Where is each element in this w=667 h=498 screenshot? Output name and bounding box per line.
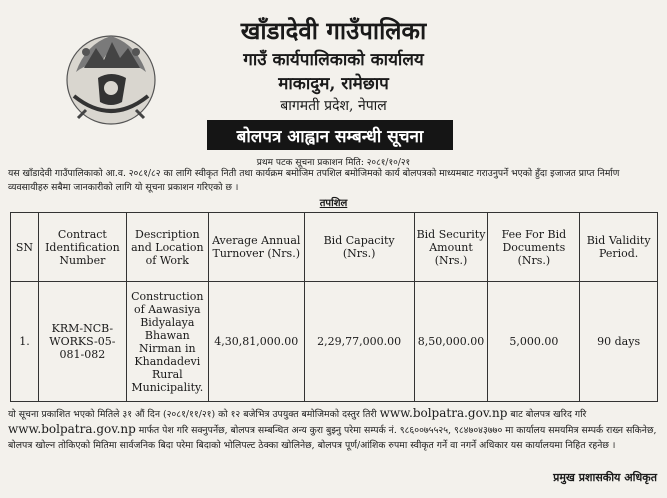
header-contract-id: Contract Identification Number (38, 213, 126, 282)
header-description: Description and Location of Work (126, 213, 208, 282)
bolpatra-link-2[interactable]: www.bolpatra.gov.np (8, 422, 136, 436)
table-row (11, 282, 658, 402)
municipality-name: खाँडादेवी गाउँपालिका (240, 16, 427, 45)
cell-turnover: 4,30,81,000.00 (208, 282, 304, 402)
footer-paragraph (8, 406, 660, 453)
cell-validity: 90 days (580, 282, 658, 402)
office-name: गाउँ कार्यपालिकाको कार्यालय (243, 50, 424, 70)
header-bid-capacity: Bid Capacity (Nrs.) (304, 213, 414, 282)
notice-title: बोलपत्र आह्वान सम्बन्धी सूचना (207, 120, 453, 150)
bolpatra-link-1[interactable]: www.bolpatra.gov.np (379, 406, 508, 420)
header-turnover: Average Annual Turnover (Nrs.) (208, 213, 304, 282)
table-header-row (11, 213, 658, 282)
header-validity: Bid Validity Period. (580, 213, 658, 282)
signature-title: प्रमुख प्रशासकीय अधिकृत (553, 471, 657, 484)
bid-table (10, 212, 658, 402)
header-bid-security: Bid Security Amount (Nrs.) (414, 213, 488, 282)
footer-text-2: बाट बोलपत्र खरिद गरि (510, 409, 587, 420)
cell-sn: 1. (11, 282, 39, 402)
publish-date: प्रथम पटक सूचना प्रकाशन मिति: २०८१/१०/२१ (256, 158, 411, 168)
footer-text-1: यो सूचना प्रकाशित भएको मितिले ३१ औं दिन (२०८१/११/२१) को १२ बजेभित्र उपयुक्त बमोजिमको दस्तुर तिरी (8, 409, 377, 420)
cell-bid-security: 8,50,000.00 (414, 282, 488, 402)
office-location: माकादुम, रामेछाप (278, 74, 389, 94)
cell-bid-capacity: 2,29,77,000.00 (304, 282, 414, 402)
schedule-heading: तपशिल (319, 198, 348, 209)
cell-description: Construction of Aawasiya Bidyalaya Bhawan Nirman in Khandadevi Rural Municipality. (126, 282, 208, 402)
province-name: बागमती प्रदेश, नेपाल (280, 98, 387, 114)
header-fee: Fee For Bid Documents (Nrs.) (488, 213, 580, 282)
cell-fee: 5,000.00 (488, 282, 580, 402)
header-sn: SN (11, 213, 39, 282)
intro-paragraph: यस खाँडादेवी गाउँपालिकाको आ.व. २०८१/८२ का लागि स्वीकृत निती तथा कार्यक्रम बमोजिम तपशिल बमोजिमको कार्य बोलपत्रको माध्यमबाट गराउनुपर्ने भएको हुँदा इजाजत प्राप्त निर्माण व्यवसायीहरु सबैमा जानकारीको लागि यो सूचना प्रकाशन गरिएको छ । (8, 168, 620, 193)
footer-text-3: मार्फत पेश गरि सक्नुपर्नेछ, बोलपत्र सम्बन्धित अन्य कुरा बुझ्नु परेमा सम्पर्क नं. ९८६००७५५२५, ९८४७०४३७७० मा कार्यालय समयमित्र सम्पर्क राख्न सकिनेछ, बोलपत्र खोल्न तोकिएको मितिमा सार्वजनिक बिदा परेमा बिदाको भोलिपल्ट ठेक्का खोलिनेछ, बोलपत्र पूर्ण/आंशिक रुपमा स्वीकृत गर्ने वा नगर्ने अधिकार यस कार्यालयमा निहित रहनेछ । (8, 425, 657, 451)
cell-contract-id: KRM-NCB-WORKS-05-081-082 (38, 282, 126, 402)
